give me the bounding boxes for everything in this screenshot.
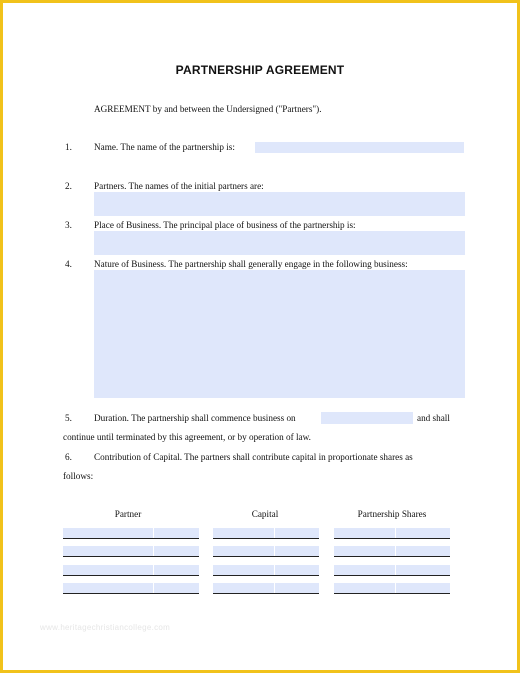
commence-date-field[interactable] [321,412,413,424]
underline [213,538,319,539]
place-of-business-field[interactable] [94,231,465,255]
underline [334,593,450,594]
partnership-name-field[interactable] [255,142,464,153]
section-3-text: Place of Business. The principal place of business of the partnership is: [94,220,356,230]
section-5-text: Duration. The partnership shall commence business on [94,413,296,423]
cell-divider [274,528,275,538]
section-5-text-line2: continue until terminated by this agreement, or by operation of law. [63,432,311,442]
partner-field-1[interactable] [63,528,199,538]
underline [334,575,450,576]
underline [63,575,199,576]
cell-divider [274,565,275,575]
cell-divider [153,546,154,556]
cell-divider [395,528,396,538]
cell-divider [153,583,154,593]
cell-divider [395,565,396,575]
partner-field-3[interactable] [63,565,199,575]
cell-divider [274,546,275,556]
section-6-text: Contribution of Capital. The partners shall contribute capital in proportionate shares as [94,452,413,462]
section-6-text-line2: follows: [63,471,94,481]
capital-field-1[interactable] [213,528,319,538]
section-3-number: 3. [65,220,72,230]
document-title: PARTNERSHIP AGREEMENT [175,63,345,77]
section-5-number: 5. [65,413,72,423]
capital-field-2[interactable] [213,546,319,556]
shares-field-4[interactable] [334,583,450,593]
cell-divider [153,565,154,575]
partner-column-header: Partner [114,509,142,519]
section-1-text: Name. The name of the partnership is: [94,142,235,152]
shares-field-2[interactable] [334,546,450,556]
underline [334,538,450,539]
underline [63,556,199,557]
cell-divider [395,546,396,556]
intro-text: AGREEMENT by and between the Undersigned ("Partners"). [94,104,322,114]
section-6-number: 6. [65,452,72,462]
cell-divider [274,583,275,593]
section-2-text: Partners. The names of the initial partners are: [94,181,264,191]
partner-field-2[interactable] [63,546,199,556]
section-1-number: 1. [65,142,72,152]
underline [63,538,199,539]
section-4-text: Nature of Business. The partnership shall generally engage in the following business: [94,259,408,269]
capital-field-4[interactable] [213,583,319,593]
capital-field-3[interactable] [213,565,319,575]
nature-of-business-field[interactable] [94,270,465,398]
underline [213,593,319,594]
cell-divider [395,583,396,593]
initial-partners-field[interactable] [94,192,465,216]
section-4-number: 4. [65,259,72,269]
partnership-shares-column-header: Partnership Shares [357,509,427,519]
section-5-text-after: and shall [417,413,450,423]
watermark-text: www.heritagechristiancollege.com [40,623,171,632]
document-page [3,3,517,670]
shares-field-1[interactable] [334,528,450,538]
underline [63,593,199,594]
underline [213,556,319,557]
underline [334,556,450,557]
capital-column-header: Capital [251,509,279,519]
section-2-number: 2. [65,181,72,191]
cell-divider [153,528,154,538]
shares-field-3[interactable] [334,565,450,575]
partner-field-4[interactable] [63,583,199,593]
underline [213,575,319,576]
